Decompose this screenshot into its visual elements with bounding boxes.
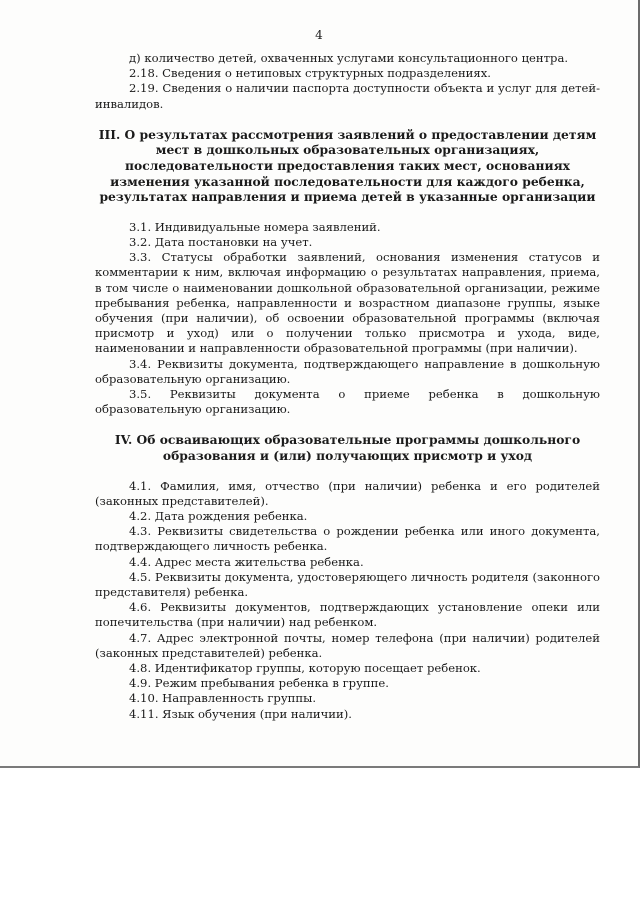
paragraph-4-3: 4.3. Реквизиты свидетельства о рождении ребенка или иного документа, подтверждающего личность ребенка.	[95, 524, 600, 554]
paragraph-2-19: 2.19. Сведения о наличии паспорта доступности объекта и услуг для детей-инвалидов.	[95, 81, 600, 111]
paragraph-4-4: 4.4. Адрес места жительства ребенка.	[129, 554, 364, 569]
paragraph-4-1: 4.1. Фамилия, имя, отчество (при наличии) ребенка и его родителей (законных представителей).	[95, 478, 600, 508]
section-4-heading: IV. Об осваивающих образовательные программы дошкольного образования и (или) получающих присмотр и уход	[114, 432, 581, 464]
paragraph-2-18: 2.18. Сведения о нетиповых структурных подразделениях.	[129, 66, 491, 81]
paragraph-3-5: 3.5. Реквизиты документа о приеме ребенка в дошкольную образовательную организацию.	[95, 387, 600, 417]
paragraph-3-3: 3.3. Статусы обработки заявлений, основания изменения статусов и комментарии к ним, включая информацию о результатах направления, приема, в том числе о наименовании дошкольной образовательной организации, режиме пребывания ребенка, направленности и возрастном диапазоне группы, языке обучения (при наличии), об освоении образовательной программы (включая присмотр и уход) или о получении только присмотра и ухода, виде, наименовании и направленности образовательной программы (при наличии).	[95, 250, 600, 356]
paragraph-4-5: 4.5. Реквизиты документа, удостоверяющего личность родителя (законного представителя) ребенка.	[95, 569, 600, 600]
paragraph-intro-d: д) количество детей, охваченных услугами консультационного центра.	[129, 51, 569, 65]
paragraph-4-6: 4.6. Реквизиты документов, подтверждающих установление опеки или попечительства (при наличии) над ребенком.	[95, 600, 600, 630]
paragraph-3-2: 3.2. Дата постановки на учет.	[129, 234, 313, 249]
document-body	[95, 51, 600, 722]
paragraph-4-9: 4.9. Режим пребывания ребенка в группе.	[129, 676, 389, 691]
paragraph-4-7: 4.7. Адрес электронной почты, номер телефона (при наличии) родителей (законных представителей) ребенка.	[95, 630, 600, 660]
section-3-heading: III. О результатах рассмотрения заявлений о предоставлении детям мест в дошкольных образовательных организациях, последовательности предоставления таких мест, основаниях изменения указанной последовательности для каждого ребенка, результатах направления и приема детей в указанные организации	[98, 126, 597, 205]
page-number: 4	[315, 28, 323, 42]
paragraph-4-10: 4.10. Направленность группы.	[129, 691, 317, 706]
paragraph-3-4: 3.4. Реквизиты документа, подтверждающего направление в дошкольную образовательную организацию.	[95, 356, 600, 386]
paragraph-4-2: 4.2. Дата рождения ребенка.	[129, 509, 308, 524]
paragraph-4-11: 4.11. Язык обучения (при наличии).	[129, 706, 352, 721]
paragraph-4-8: 4.8. Идентификатор группы, которую посещает ребенок.	[129, 661, 481, 676]
paragraph-3-1: 3.1. Индивидуальные номера заявлений.	[129, 219, 381, 234]
